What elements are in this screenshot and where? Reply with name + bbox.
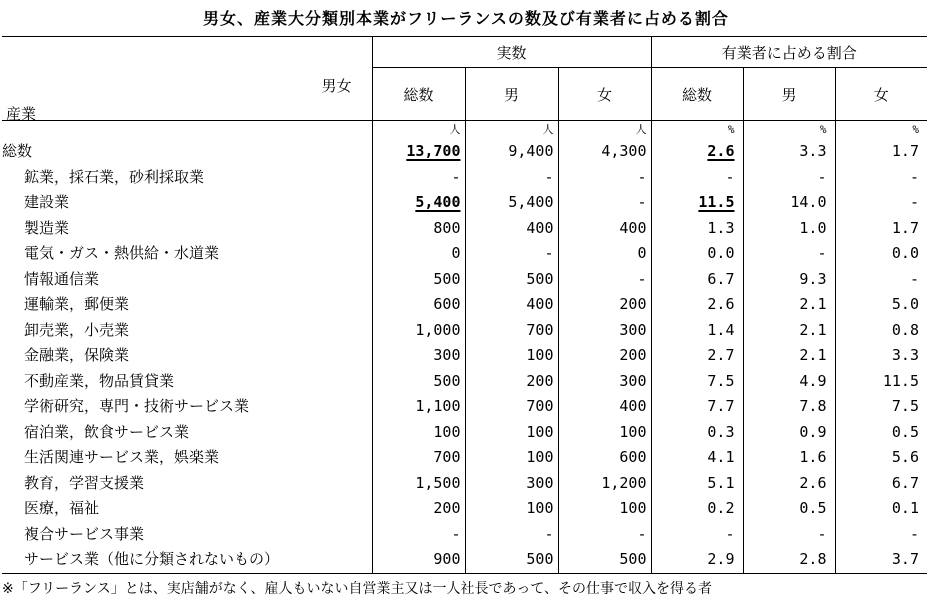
table-cell: [465, 343, 558, 369]
row-label: 建設業: [24, 193, 70, 211]
cell-value: 0.3: [707, 422, 735, 441]
cell-value: 500: [619, 550, 647, 568]
table-row: [2, 394, 927, 420]
table-cell: [743, 471, 835, 497]
row-label: 生活関連サービス業，娯楽業: [24, 448, 220, 466]
row-label: 医療，福祉: [24, 499, 100, 517]
table-cell: [835, 522, 927, 548]
cell-value: 4.9: [799, 371, 827, 390]
cell-value: -: [817, 244, 827, 262]
cell-value: 14.0: [790, 193, 827, 211]
table-cell: [743, 369, 835, 395]
table-title: 男女、産業大分類別本業がフリーランスの数及び有業者に占める割合: [203, 9, 729, 28]
header-group-wariai: 有業者に占める割合: [651, 37, 927, 68]
cell-value: 2.1: [799, 320, 827, 339]
cell-value: 7.5: [891, 397, 919, 415]
cell-value: -: [909, 193, 919, 211]
table-cell: [651, 139, 743, 165]
cell-value: 0: [451, 244, 461, 262]
table-row: [2, 369, 927, 395]
table-cell: [743, 267, 835, 293]
cell-value: -: [637, 167, 647, 186]
table-cell: [558, 496, 651, 522]
table-cell: [835, 420, 927, 446]
table-cell: [558, 420, 651, 446]
table-cell: [465, 496, 558, 522]
cell-value: 700: [433, 448, 461, 466]
row-label: 教育，学習支援業: [24, 473, 145, 492]
table-cell: [835, 139, 927, 165]
cell-value: 100: [619, 499, 647, 517]
table-cell: [558, 267, 651, 293]
cell-value: -: [637, 193, 647, 211]
table-cell: [835, 216, 927, 242]
table-cell: [835, 496, 927, 522]
table-cell: [651, 471, 743, 497]
cell-value: 1.4: [707, 320, 735, 339]
cell-value: 11.5: [698, 193, 735, 211]
col-header: 男: [743, 68, 835, 121]
col-header: 女: [558, 68, 651, 121]
table-cell: [465, 318, 558, 344]
table-cell: [743, 343, 835, 369]
cell-value: -: [725, 167, 735, 186]
row-label: サービス業（他に分類されないもの）: [2, 547, 372, 573]
table-cell: [651, 292, 743, 318]
cell-value: 500: [433, 269, 461, 288]
table-cell: [743, 190, 835, 216]
table-row: [2, 318, 927, 344]
table-cell: [372, 216, 465, 242]
cell-value: 400: [526, 295, 554, 313]
cell-value: 7.5: [707, 371, 735, 390]
cell-value: 0.8: [891, 320, 919, 339]
table-cell: [743, 165, 835, 191]
table-row: [2, 522, 927, 548]
table-cell: [651, 522, 743, 548]
table-row: [2, 496, 927, 522]
table-cell: [558, 369, 651, 395]
table-cell: [835, 369, 927, 395]
unit-row: [2, 121, 927, 140]
row-header-cell: [2, 37, 372, 121]
table-cell: [558, 522, 651, 548]
unit-label: %: [835, 121, 927, 140]
cell-value: 3.7: [891, 550, 919, 568]
table-cell: [835, 165, 927, 191]
table-cell: [465, 547, 558, 573]
cell-value: -: [451, 167, 461, 186]
cell-value: 200: [619, 295, 647, 313]
cell-value: -: [725, 524, 735, 543]
unit-label: 人: [465, 121, 558, 140]
cell-value: -: [637, 269, 647, 288]
cell-value: 100: [619, 422, 647, 441]
unit-label: %: [743, 121, 835, 140]
cell-value: 0.9: [799, 422, 827, 441]
cell-value: 5,400: [508, 193, 554, 211]
cell-value: 1,100: [415, 397, 461, 415]
cell-value: 300: [433, 346, 461, 364]
table-cell: [372, 292, 465, 318]
cell-value: 700: [526, 320, 554, 339]
cell-value: -: [544, 167, 554, 186]
cell-value: 400: [619, 397, 647, 415]
table-cell: [372, 190, 465, 216]
cell-value: 1.0: [799, 218, 827, 237]
table-row: [2, 547, 927, 573]
table-cell: [743, 318, 835, 344]
table-cell: [465, 369, 558, 395]
table-cell: [743, 216, 835, 242]
cell-value: 5,400: [415, 193, 461, 211]
cell-value: 1.7: [891, 218, 919, 237]
table-row: [2, 139, 927, 165]
cell-value: 1.7: [891, 142, 919, 160]
table-cell: [651, 343, 743, 369]
cell-value: 11.5: [882, 371, 919, 390]
table-cell: [835, 190, 927, 216]
footnote: ※「フリーランス」とは、実店舗がなく、雇人もいない自営業主又は一人社長であって、その仕事で収入を得る者: [2, 581, 713, 597]
table-cell: [558, 190, 651, 216]
cell-value: 500: [526, 550, 554, 568]
header-group-jissu: 実数: [372, 37, 651, 68]
cell-value: 300: [619, 320, 647, 339]
table-cell: [558, 165, 651, 191]
cell-value: 2.1: [799, 295, 827, 313]
cell-value: 300: [619, 371, 647, 390]
row-label: 金融業，保険業: [24, 346, 130, 364]
cell-value: 700: [526, 397, 554, 415]
table-row: [2, 420, 927, 446]
table-cell: [835, 241, 927, 267]
table-cell: [651, 496, 743, 522]
table-cell: [372, 165, 465, 191]
cell-value: 1,200: [601, 473, 647, 492]
cell-value: 2.8: [799, 550, 827, 568]
cell-value: 100: [526, 499, 554, 517]
table-cell: [558, 394, 651, 420]
row-label: 学術研究，専門・技術サービス業: [24, 397, 250, 415]
cell-value: 0.0: [707, 244, 735, 262]
cell-value: 200: [433, 499, 461, 517]
table-cell: [651, 216, 743, 242]
cell-value: -: [909, 269, 919, 288]
table-cell: [743, 420, 835, 446]
table-cell: [372, 139, 465, 165]
cell-value: 400: [619, 218, 647, 237]
table-cell: [372, 241, 465, 267]
table-cell: [558, 241, 651, 267]
table-cell: [835, 318, 927, 344]
table-cell: [372, 369, 465, 395]
table-cell: [465, 292, 558, 318]
cell-value: 2.7: [707, 346, 735, 364]
table-cell: [651, 190, 743, 216]
header-danjo: 男女: [321, 77, 352, 95]
table-cell: [558, 318, 651, 344]
table-cell: [835, 547, 927, 573]
table-cell: [651, 547, 743, 573]
table-cell: [651, 394, 743, 420]
cell-value: 5.1: [707, 473, 735, 492]
table-cell: [558, 216, 651, 242]
cell-value: 9,400: [508, 142, 554, 160]
cell-value: 2.9: [707, 550, 735, 568]
row-label: 複合サービス事業: [24, 524, 145, 543]
cell-value: 1.3: [707, 218, 735, 237]
cell-value: 400: [526, 218, 554, 237]
table-row: [2, 292, 927, 318]
table-cell: [465, 216, 558, 242]
cell-value: 5.0: [891, 295, 919, 313]
cell-value: 500: [433, 371, 461, 390]
table-cell: [558, 139, 651, 165]
col-header: 女: [835, 68, 927, 121]
cell-value: 1,500: [415, 473, 461, 492]
cell-value: 1,000: [415, 320, 461, 339]
row-label: 製造業: [24, 218, 70, 237]
header-sangyo: 産業: [6, 105, 37, 123]
table-cell: [372, 343, 465, 369]
table-cell: [372, 267, 465, 293]
cell-value: 100: [526, 422, 554, 441]
table-cell: [372, 420, 465, 446]
cell-value: 0.2: [707, 499, 735, 517]
cell-value: 100: [433, 422, 461, 441]
table-cell: [651, 420, 743, 446]
unit-label: %: [651, 121, 743, 140]
cell-value: 0.5: [799, 499, 827, 517]
table-cell: [651, 241, 743, 267]
table-cell: [558, 292, 651, 318]
cell-value: 200: [619, 346, 647, 364]
table-cell: [743, 292, 835, 318]
row-label: 卸売業，小売業: [24, 320, 130, 339]
cell-value: 9.3: [799, 269, 827, 288]
table-cell: [558, 471, 651, 497]
unit-label: 人: [372, 121, 465, 140]
cell-value: 6.7: [707, 269, 735, 288]
table-cell: [743, 445, 835, 471]
cell-value: -: [544, 524, 554, 543]
table-cell: [465, 139, 558, 165]
cell-value: 13,700: [406, 142, 461, 160]
cell-value: 100: [526, 346, 554, 364]
cell-value: 3.3: [799, 142, 827, 160]
table-cell: [558, 547, 651, 573]
cell-value: 0.1: [891, 499, 919, 517]
table-cell: [651, 267, 743, 293]
table-cell: [558, 445, 651, 471]
table-cell: [465, 394, 558, 420]
table-cell: [372, 318, 465, 344]
cell-value: 100: [526, 448, 554, 466]
table-body: [2, 121, 927, 574]
cell-value: -: [909, 167, 919, 186]
row-label: 情報通信業: [24, 269, 100, 288]
cell-value: -: [451, 524, 461, 543]
cell-value: 4.1: [707, 448, 735, 466]
cell-value: 500: [526, 269, 554, 288]
table-cell: [835, 394, 927, 420]
table-cell: [651, 369, 743, 395]
table-cell: [743, 139, 835, 165]
table-cell: [835, 292, 927, 318]
cell-value: 5.6: [891, 448, 919, 466]
table-cell: [835, 471, 927, 497]
cell-value: 0: [637, 244, 647, 262]
table-cell: [651, 318, 743, 344]
cell-value: -: [817, 524, 827, 543]
cell-value: 300: [526, 473, 554, 492]
cell-value: -: [544, 244, 554, 262]
table-cell: [372, 547, 465, 573]
row-label: 鉱業，採石業，砂利採取業: [24, 167, 205, 186]
table-row: [2, 241, 927, 267]
col-header: 総数: [651, 68, 743, 121]
table-cell: [465, 241, 558, 267]
table-row: [2, 190, 927, 216]
table-cell: [743, 394, 835, 420]
table-cell: [835, 445, 927, 471]
cell-value: 2.1: [799, 346, 827, 364]
table-row: [2, 343, 927, 369]
table-cell: [835, 343, 927, 369]
table-cell: [835, 267, 927, 293]
cell-value: 4,300: [601, 142, 647, 160]
data-table: [2, 36, 927, 574]
table-cell: [372, 394, 465, 420]
row-label: 宿泊業，飲食サービス業: [24, 422, 190, 441]
cell-value: -: [817, 167, 827, 186]
cell-value: 600: [619, 448, 647, 466]
table-cell: [465, 190, 558, 216]
cell-value: 6.7: [891, 473, 919, 492]
cell-value: 3.3: [891, 346, 919, 364]
col-header: 総数: [372, 68, 465, 121]
table-cell: [372, 496, 465, 522]
table-cell: [372, 471, 465, 497]
cell-value: 7.7: [707, 397, 735, 415]
cell-value: 2.6: [799, 473, 827, 492]
cell-value: -: [909, 524, 919, 543]
table-row: [2, 471, 927, 497]
table-cell: [465, 420, 558, 446]
table-cell: [743, 496, 835, 522]
cell-value: 2.6: [707, 142, 735, 160]
cell-value: 0.5: [891, 422, 919, 441]
cell-value: 7.8: [799, 397, 827, 415]
cell-value: 200: [526, 371, 554, 390]
table-cell: [465, 445, 558, 471]
unit-label: 人: [558, 121, 651, 140]
row-label: 電気・ガス・熱供給・水道業: [24, 244, 220, 262]
cell-value: 1.6: [799, 448, 827, 466]
row-label: 総数: [2, 142, 33, 160]
table-cell: [465, 471, 558, 497]
table-cell: [372, 445, 465, 471]
cell-value: -: [637, 524, 647, 543]
cell-value: 800: [433, 218, 461, 237]
cell-value: 900: [433, 550, 461, 568]
table-cell: [465, 165, 558, 191]
cell-value: 0.0: [891, 244, 919, 262]
table-row: [2, 216, 927, 242]
table-row: [2, 267, 927, 293]
table-cell: [558, 343, 651, 369]
cell-value: 600: [433, 295, 461, 313]
cell-value: 2.6: [707, 295, 735, 313]
table-cell: [465, 267, 558, 293]
table-row: [2, 165, 927, 191]
row-label: 不動産業，物品賃貸業: [24, 371, 175, 390]
table-cell: [651, 165, 743, 191]
table-cell: [465, 522, 558, 548]
row-label: 運輸業，郵便業: [24, 295, 130, 313]
table-cell: [743, 522, 835, 548]
table-cell: [651, 445, 743, 471]
table-cell: [743, 241, 835, 267]
table-cell: [372, 522, 465, 548]
col-header: 男: [465, 68, 558, 121]
table-cell: [743, 547, 835, 573]
table-row: [2, 445, 927, 471]
